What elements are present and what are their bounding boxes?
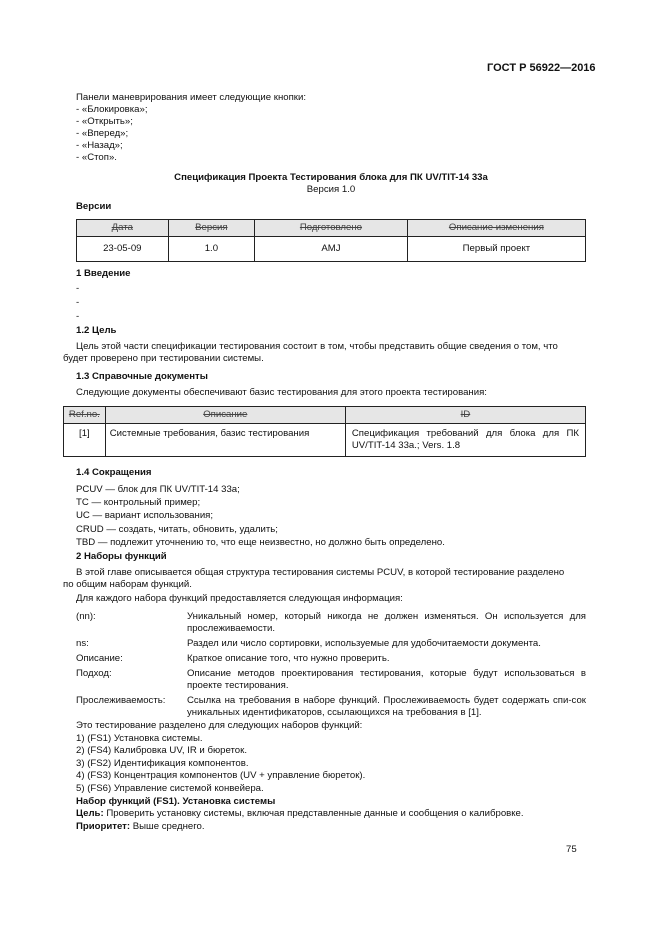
list-item: - «Стоп».: [76, 151, 117, 163]
intro-block: [76, 92, 586, 164]
definition-term: (nn):: [76, 611, 96, 622]
goal-paragraph: [76, 341, 586, 353]
refs-lead: Следующие документы обеспечивают базис тестирования для этого проекта тестирования:: [76, 387, 487, 398]
standard-header: ГОСТ Р 56922—2016: [487, 62, 596, 74]
definition-term: ns:: [76, 637, 89, 649]
abbrev-item: CRUD — создать, читать, обновить, удалить;: [76, 523, 278, 535]
versions-table-wrap: [76, 219, 586, 262]
section-heading: 1.3 Справочные документы: [76, 371, 208, 382]
list-item: 1) (FS1) Установка системы.: [76, 732, 203, 744]
list-item: 3) (FS2) Идентификация компонентов.: [76, 757, 249, 769]
priority-text: Выше среднего.: [130, 820, 205, 832]
abbrev-item: TBD — подлежит уточнению то, что еще неизвестно, но должно быть определено.: [76, 536, 445, 548]
page-number: 75: [566, 844, 577, 855]
table-cell: Первый проект: [407, 236, 585, 261]
definition-term: Подход:: [76, 667, 112, 679]
section-heading: 1.2 Цель: [76, 325, 117, 336]
goal-label: Цель:: [76, 808, 104, 820]
spec-title: Спецификация Проекта Тестирования блока для ПК UV/TIT-14 33a: [174, 172, 488, 183]
definition-desc: Раздел или число сортировки, используемые для удобочитаемости документа.: [187, 637, 541, 649]
spec-version: Версия 1.0: [306, 183, 356, 195]
abbrev-item: TC — контрольный пример;: [76, 497, 201, 509]
list-item: - «Назад»;: [76, 139, 123, 151]
col-header: Описание изменения: [407, 220, 585, 237]
table-cell: Системные требования, базис тестирования: [105, 423, 345, 456]
paragraph-line: В этой главе описывается общая структура тестирования системы PCUV, в которой тестирование разделено: [76, 567, 565, 578]
definition-term: Прослеживаемость:: [76, 694, 166, 706]
refs-table-wrap: [63, 406, 586, 457]
table-cell: 1.0: [168, 236, 255, 261]
list-item: -: [76, 297, 80, 308]
list-item: 2) (FS4) Калибровка UV, IR и бюреток.: [76, 745, 247, 757]
refs-table: [63, 406, 586, 457]
definition-desc: Краткое описание того, что нужно проверить.: [187, 652, 390, 664]
abbrev-item: PCUV — блок для ПК UV/TIT-14 33a;: [76, 484, 240, 495]
table-cell: [1]: [64, 423, 106, 456]
table-header-row: [64, 407, 586, 424]
col-header: Описание: [105, 407, 345, 424]
intro-lead: Панели маневрирования имеет следующие кнопки:: [76, 92, 307, 103]
paragraph-line: Цель этой части спецификации тестирования состоит в том, чтобы представить общие сведения о том, что: [76, 341, 558, 352]
table-cell: 23-05-09: [77, 236, 169, 261]
col-header: Версия: [168, 220, 255, 237]
list-item: 5) (FS6) Управление системой конвейера.: [76, 782, 264, 794]
goal-text: Проверить установку системы, включая представленные данные и сообщения о калибровке.: [103, 808, 524, 820]
abbrev-list: [76, 483, 586, 549]
list-item: -: [76, 311, 80, 322]
spec-title-block: [76, 172, 586, 196]
priority-label: Приоритет:: [76, 820, 131, 832]
table-row: [77, 236, 586, 261]
feature-sets-block: [76, 720, 586, 833]
table-row: [64, 423, 586, 456]
goal-line: [76, 808, 586, 821]
fs1-title: Набор функций (FS1). Установка системы: [76, 795, 276, 807]
list-item: - «Открыть»;: [76, 115, 133, 127]
col-header: Ref.no.: [64, 407, 106, 424]
paragraph-line: Это тестирование разделено для следующих наборов функций:: [76, 720, 363, 731]
table-cell: AMJ: [255, 236, 408, 261]
definition-desc: Уникальный номер, который никогда не должен изменяться. Он используется для прослеживаемости.: [187, 611, 586, 634]
section-heading: 2 Наборы функций: [76, 551, 167, 562]
col-header: Дата: [77, 220, 169, 237]
list-item: - «Блокировка»;: [76, 103, 148, 115]
table-header-row: [77, 220, 586, 237]
section-heading: 1 Введение: [76, 268, 131, 279]
definitions-list: [76, 611, 586, 719]
abbrev-item: UC — вариант использования;: [76, 510, 214, 522]
list-item: 4) (FS3) Концентрация компонентов (UV + управление бюреток).: [76, 770, 366, 782]
section-heading: 1.4 Сокращения: [76, 467, 152, 478]
paragraph-line: Для каждого набора функций предоставляется следующая информация:: [76, 593, 403, 604]
paragraph-line: по общим наборам функций.: [63, 579, 192, 590]
versions-table: [76, 219, 586, 262]
col-header: ID: [345, 407, 585, 424]
definition-desc: Описание методов проектирования тестирования, которые будут использоваться в проекте тестирования.: [187, 667, 586, 691]
versions-heading: Версии: [76, 201, 112, 212]
paragraph-line: будет проверено при тестировании системы.: [63, 353, 264, 364]
list-item: - «Вперед»;: [76, 127, 129, 139]
list-item: -: [76, 283, 80, 294]
table-cell: Спецификация требований для блока для ПК UV/TIT-14 33a.; Vers. 1.8: [345, 423, 585, 456]
definition-desc: Ссылка на требования в наборе функций. Прослеживаемость будет содержать спи-сок уникальных идентификаторов, ссылающихся на требования в [1].: [187, 694, 586, 718]
priority-line: [76, 821, 586, 834]
intro-bullets: [76, 283, 586, 325]
col-header: Подготовлено: [255, 220, 408, 237]
definition-term: Описание:: [76, 652, 123, 664]
